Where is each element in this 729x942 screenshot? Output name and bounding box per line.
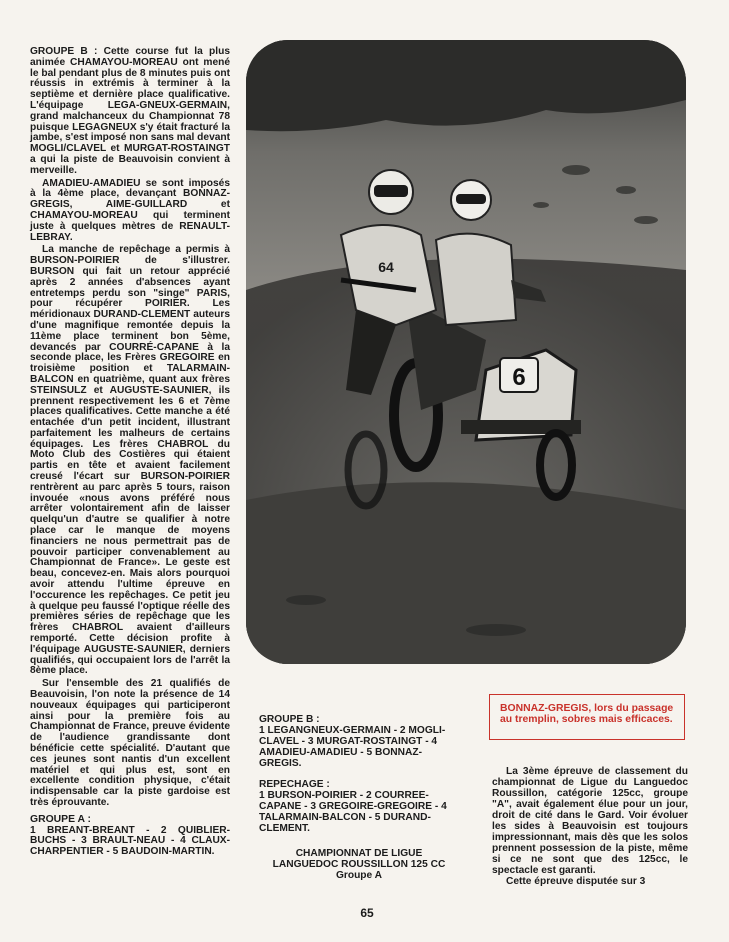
championship-title [259,848,459,881]
article-paragraph: La 3ème épreuve de classement du championnat de Ligue du Languedoc Roussillon, catégorie 125cc, groupe "A", avait également élue pour un jour, droit de cité dans le Gard. Voir évoluer les sides à Beauvoisin est toujours impressionnant, mais dès que les solos prennent possession de la piste, même si ce ne sont que des 125cc, le spectacle est garanti. [492,766,688,876]
photo-caption: BONNAZ-GREGIS, lors du passage au tremplin, sobres mais efficaces. [489,694,685,740]
groupe-a-heading: GROUPE A : [30,813,91,825]
left-article-column [30,47,230,858]
championship-title-line: Groupe A [335,870,383,881]
groupe-b-heading: GROUPE B : [259,714,320,725]
rider-bib-number: 64 [378,259,394,275]
championship-title-line: LANGUEDOC ROUSSILLON 125 CC [272,859,446,870]
results-column [259,714,459,881]
article-paragraph: La manche de repêchage a permis à BURSON-POIRIER de s'illustrer. BURSON qui fait un retour apprécié après 2 années d'absences ayant entretemps perdu son "singe" PARIS, pour récupérer POIRIER. Les méridionaux DURAND-CLEMENT auteurs d'une magnifique remontée depuis la 11ème place terminent bon 5ème, devancés par COURRÉ-CAPANE à la seconde place, les Frères GREGOIRE en troisième position et TALARMAIN-BALCON en quatrième, quant aux frères STEINSULZ et AUGUSTE-SAUNIER, ils prennent respectivement les 6 et 7ème places qualificatives. Cette manche a été entachée d'un petit incident, illustrant parfaitement les malheurs de certains équipages. Les frères CHABROL du Moto Club des Costières qui étaient partis en tête et avaient facilement creusé l'écart sur BURSON-POIRIER rentrèrent au parc après 5 tours, raison invouée «nous avons préféré nous arrêter volontairement afin de laisser quelqu'un d'autre se qualifier à notre place car le manque de moyens financiers ne nous permettrait pas de pouvoir participer convenablement au Championnat de France». Le geste est beau, concevez-en. Mais alors pourquoi avoir attendu l'ultime épreuve en l'occurence les repêchages. Ce petit jeu à quelque peu faussé l'optique réelle des premières séries de repêchage que les frères CHABROL avaient d'ailleurs remporté. Cette décision profite à l'équipage AUGUSTE-SAUNIER, derniers qualifiés, qui occupaient lors de l'arrêt la 8ème place. [30,244,230,677]
article-paragraph: Sur l'ensemble des 21 qualifiés de Beauvoisin, l'on note la présence de 14 nouveaux équipages qui participeront ainsi pour la première fois au Championnat de France, preuve évidente de l'audience grandissante dont bénéficie cette spécialité. D'autant que ces jeunes sont nantis d'un excellent matériel et qui plus est, sont en excellente condition physique, c'était indispensable car la piste gardoise est très éprouvante. [30,678,230,808]
article-paragraph: GROUPE B : Cette course fut la plus animée CHAMAYOU-MOREAU ont mené le bal pendant plus de 8 minutes puis ont réussis in extrémis à terminer à la septième et dernière place qualificative. L'équipage LEGA-GNEUX-GERMAIN, grand malchanceux du Championnat 78 puisque LEGAGNEUX s'y était fracturé la jambe, s'est imposé non sans mal devant MOGLI/CLAVEL et MURGAT-ROSTAINGT a qui la piste de Beauvoisin convient à merveille. [30,46,231,176]
article-paragraph: AMADIEU-AMADIEU se sont imposés à la 4ème place, devançant BONNAZ-GREGIS, AIME-GUILLARD et CHAMAYOU-MOREAU qui terminent juste à quelques mètres de RENAULT-LEBRAY. [30,177,230,243]
repechage-results: 1 BURSON-POIRIER - 2 COURREE-CAPANE - 3 GREGOIRE-GREGOIRE - 4 TALARMAIN-BALCON - 5 DURAND-CLEMENT. [259,790,447,834]
article-paragraph: Cette épreuve disputée sur 3 [506,876,646,887]
groupe-a-results: 1 BREANT-BREANT - 2 QUIBLIER-BUCHS - 3 BRAULT-NEAU - 4 CLAUX-CHARPENTIER - 5 BAUDOIN-MARTIN. [30,824,230,858]
groupe-b-results: 1 LEGANGNEUX-GERMAIN - 2 MOGLI-CLAVEL - 3 MURGAT-ROSTAINGT - 4 AMADIEU-AMADIEU - 5 BONNAZ-GREGIS. [259,725,446,769]
championship-title-line: CHAMPIONNAT DE LIGUE [295,848,423,859]
sidecar-number: 6 [512,364,526,391]
sidecar-racing-photo [246,40,686,664]
page-number: 65 [360,906,374,920]
repechage-heading: REPECHAGE : [259,779,330,790]
right-article-column [492,766,688,887]
